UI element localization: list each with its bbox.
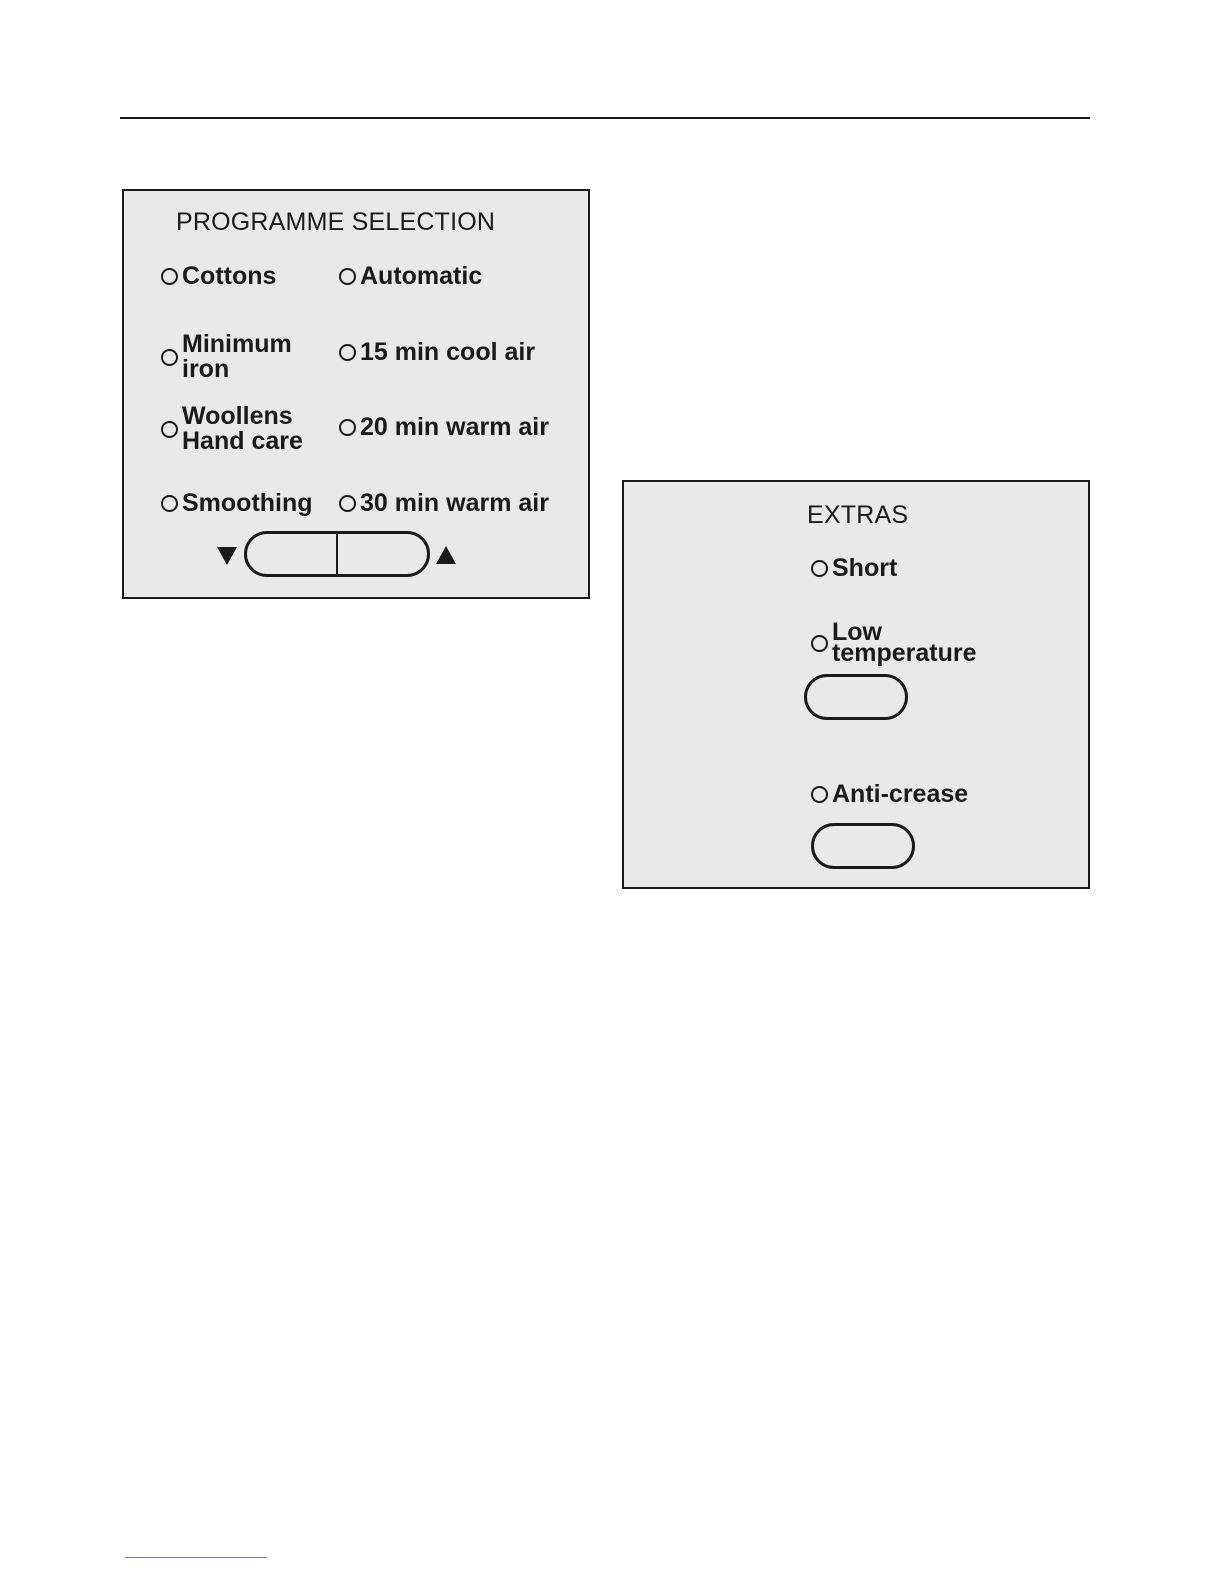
option-low-temperature <box>811 618 977 667</box>
extras-title: EXTRAS <box>807 501 909 529</box>
option-automatic <box>339 264 482 289</box>
triangle-up-icon <box>436 546 456 564</box>
circle-outline-icon <box>811 635 828 652</box>
option-20-min-warm-air-label: 20 min warm air <box>360 413 549 441</box>
extras-panel <box>622 480 1090 889</box>
circle-outline-icon <box>811 786 828 803</box>
option-short <box>811 556 897 581</box>
circle-outline-icon <box>339 495 356 512</box>
programme-rocker-button[interactable] <box>244 531 430 577</box>
option-minimum-iron-label: Minimum iron <box>182 330 292 383</box>
programme-down-button[interactable] <box>247 534 338 574</box>
programme-up-button[interactable] <box>338 534 427 574</box>
programme-selection-title: PROGRAMME SELECTION <box>176 208 496 236</box>
circle-outline-icon <box>161 495 178 512</box>
option-cottons-label: Cottons <box>182 262 277 290</box>
option-15-min-cool-air <box>339 340 535 365</box>
option-20-min-warm-air <box>339 415 549 440</box>
circle-outline-icon <box>161 349 178 366</box>
option-automatic-label: Automatic <box>360 262 483 290</box>
option-minimum-iron <box>161 332 292 382</box>
option-short-label: Short <box>832 554 898 582</box>
circle-outline-icon <box>161 268 178 285</box>
circle-outline-icon <box>339 268 356 285</box>
option-cottons <box>161 264 276 289</box>
programme-selection-panel <box>122 189 590 599</box>
option-low-temperature-label: Low temperature <box>832 618 977 667</box>
option-smoothing-label: Smoothing <box>182 489 313 517</box>
option-30-min-warm-air-label: 30 min warm air <box>360 489 549 517</box>
option-woollens-hand-care-label: Woollens Hand care <box>182 402 303 455</box>
option-anti-crease <box>811 782 968 807</box>
low-temperature-button[interactable] <box>804 674 908 720</box>
option-smoothing <box>161 491 313 516</box>
circle-outline-icon <box>339 344 356 361</box>
triangle-down-icon <box>217 547 237 565</box>
option-30-min-warm-air <box>339 491 549 516</box>
top-divider-rule <box>120 117 1090 119</box>
option-woollens-hand-care <box>161 404 303 454</box>
circle-outline-icon <box>339 419 356 436</box>
anti-crease-button[interactable] <box>811 823 915 869</box>
option-anti-crease-label: Anti-crease <box>832 780 969 808</box>
option-15-min-cool-air-label: 15 min cool air <box>360 338 536 366</box>
circle-outline-icon <box>811 560 828 577</box>
footnote-rule <box>125 1557 267 1558</box>
circle-outline-icon <box>161 421 178 438</box>
